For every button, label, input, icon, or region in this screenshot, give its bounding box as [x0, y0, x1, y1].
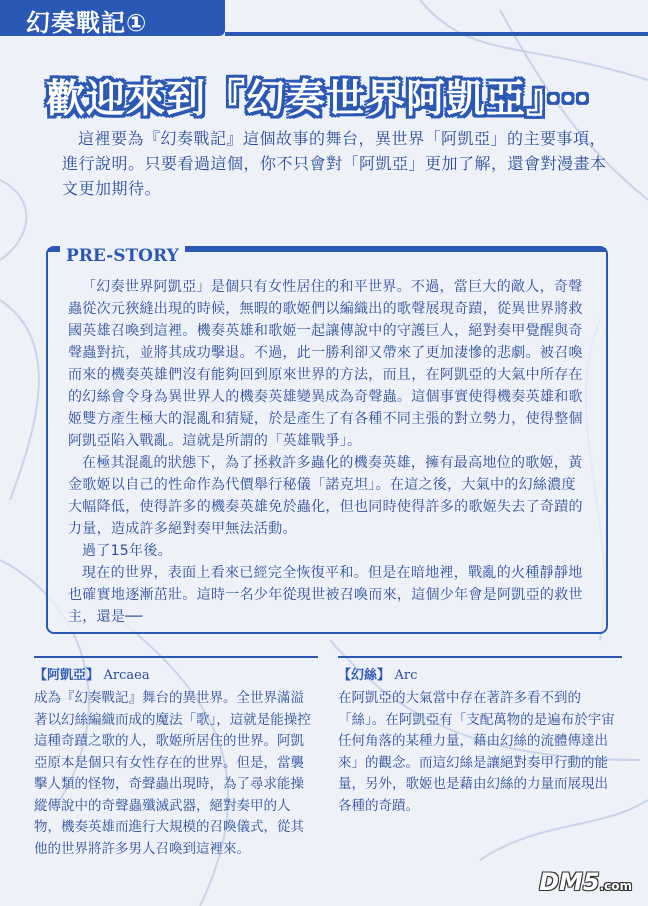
- chapter-tab-title: 幻奏戰記①: [26, 9, 148, 37]
- arcaea-heading-zh: 【阿凱亞】: [34, 668, 100, 683]
- chapter-tab: [0, 0, 225, 36]
- arc-heading: [338, 664, 417, 683]
- intro-paragraph: 這裡要為『幻奏戰記』這個故事的舞台，異世界「阿凱亞」的主要事項，進行說明。只要看過這個，你不只會對「阿凱亞」更加了解，還會對漫畫本文更加期待。: [62, 129, 607, 198]
- page-title: 歡迎來到『幻奏世界阿凱亞』···: [46, 76, 591, 122]
- prestory-label: PRE-STORY: [60, 246, 185, 266]
- prestory-paragraph: 「幻奏世界阿凱亞」是個只有女性居住的和平世界。不過，當巨大的敵人，奇聲蟲從次元狹縫出現的時候，無暇的歌姬們以編織出的歌聲展現奇蹟，從異世界將救國英雄召喚到這裡。機奏英雄和歌姬一起讓傳說中的守護巨人，絕對奏甲覺醒與奇聲蟲對抗，並將其成功擊退。不過，此一勝利卻又帶來了更加淒慘的悲劇。被召喚而來的機奏英雄們沒有能夠回到原來世界的方法，而且，在阿凱亞的大氣中所存在的幻絲會令身為異世界人的機奏英雄變異成為奇聲蟲。這個事實使得機奏英雄和歌姬雙方產生極大的混亂和猜疑，於是產生了有各種不同主張的對立勢力，使得整個阿凱亞陷入戰亂。這就是所謂的「英雄戰爭」。: [68, 279, 583, 449]
- prestory-panel: [46, 246, 608, 634]
- prestory-header: [48, 248, 606, 270]
- arcaea-section: [34, 656, 318, 857]
- arcaea-heading: [34, 664, 150, 683]
- watermark-text: DM5: [539, 868, 600, 896]
- arcaea-body: 成為『幻奏戰記』舞台的異世界。全世界滿溢著以幻絲編織而成的魔法「歌」，這就是能操控這種奇蹟之歌的人，歌姬所居住的世界。阿凱亞原本是個只有女性存在的世界。但是，當襲擊人類的怪物，奇聲蟲出現時，為了尋求能操縱傳說中的奇聲蟲殲滅武器，絕對奏甲的人物，機奏英雄而進行大規模的召喚儀式，從其他的世界將許多男人召喚到這裡來。: [34, 690, 311, 857]
- arc-body: 在阿凱亞的大氣當中存在著許多看不到的「絲」。在阿凱亞有「支配萬物的是遍布於宇宙任何角落的某種力量，藉由幻絲的流體傳達出來」的觀念。而這幻絲是讓絕對奏甲行動的能量，另外，歌姬也是藉由幻絲的力量而展現出各種的奇蹟。: [338, 690, 615, 814]
- arc-heading-zh: 【幻絲】: [338, 668, 391, 683]
- watermark-suffix: .com: [599, 879, 632, 893]
- arc-heading-en: Arc: [394, 668, 418, 683]
- prestory-paragraph: 現在的世界，表面上看來已經完全恢復平和。但是在暗地裡，戰亂的火種靜靜地也確實地逐漸茁壯。這時一名少年從現世被召喚而來，這個少年會是阿凱亞的救世主，還是──: [68, 565, 583, 625]
- prestory-paragraph: 在極其混亂的狀態下，為了拯救許多蟲化的機奏英雄，擁有最高地位的歌姬，黃金歌姬以自己的性命作為代價舉行秘儀「諾克坦」。在這之後，大氣中的幻絲濃度大幅降低，使得許多的機奏英雄免於蟲化，但也同時使得許多的歌姬失去了奇蹟的力量，造成許多絕對奏甲無法活動。: [68, 455, 583, 537]
- header-rule: [225, 32, 648, 36]
- prestory-body: [68, 276, 588, 628]
- arcaea-heading-en: Arcaea: [103, 668, 150, 683]
- arc-section: [338, 656, 622, 854]
- prestory-paragraph: 過了15年後。: [82, 543, 172, 559]
- site-watermark-logo: [539, 868, 632, 896]
